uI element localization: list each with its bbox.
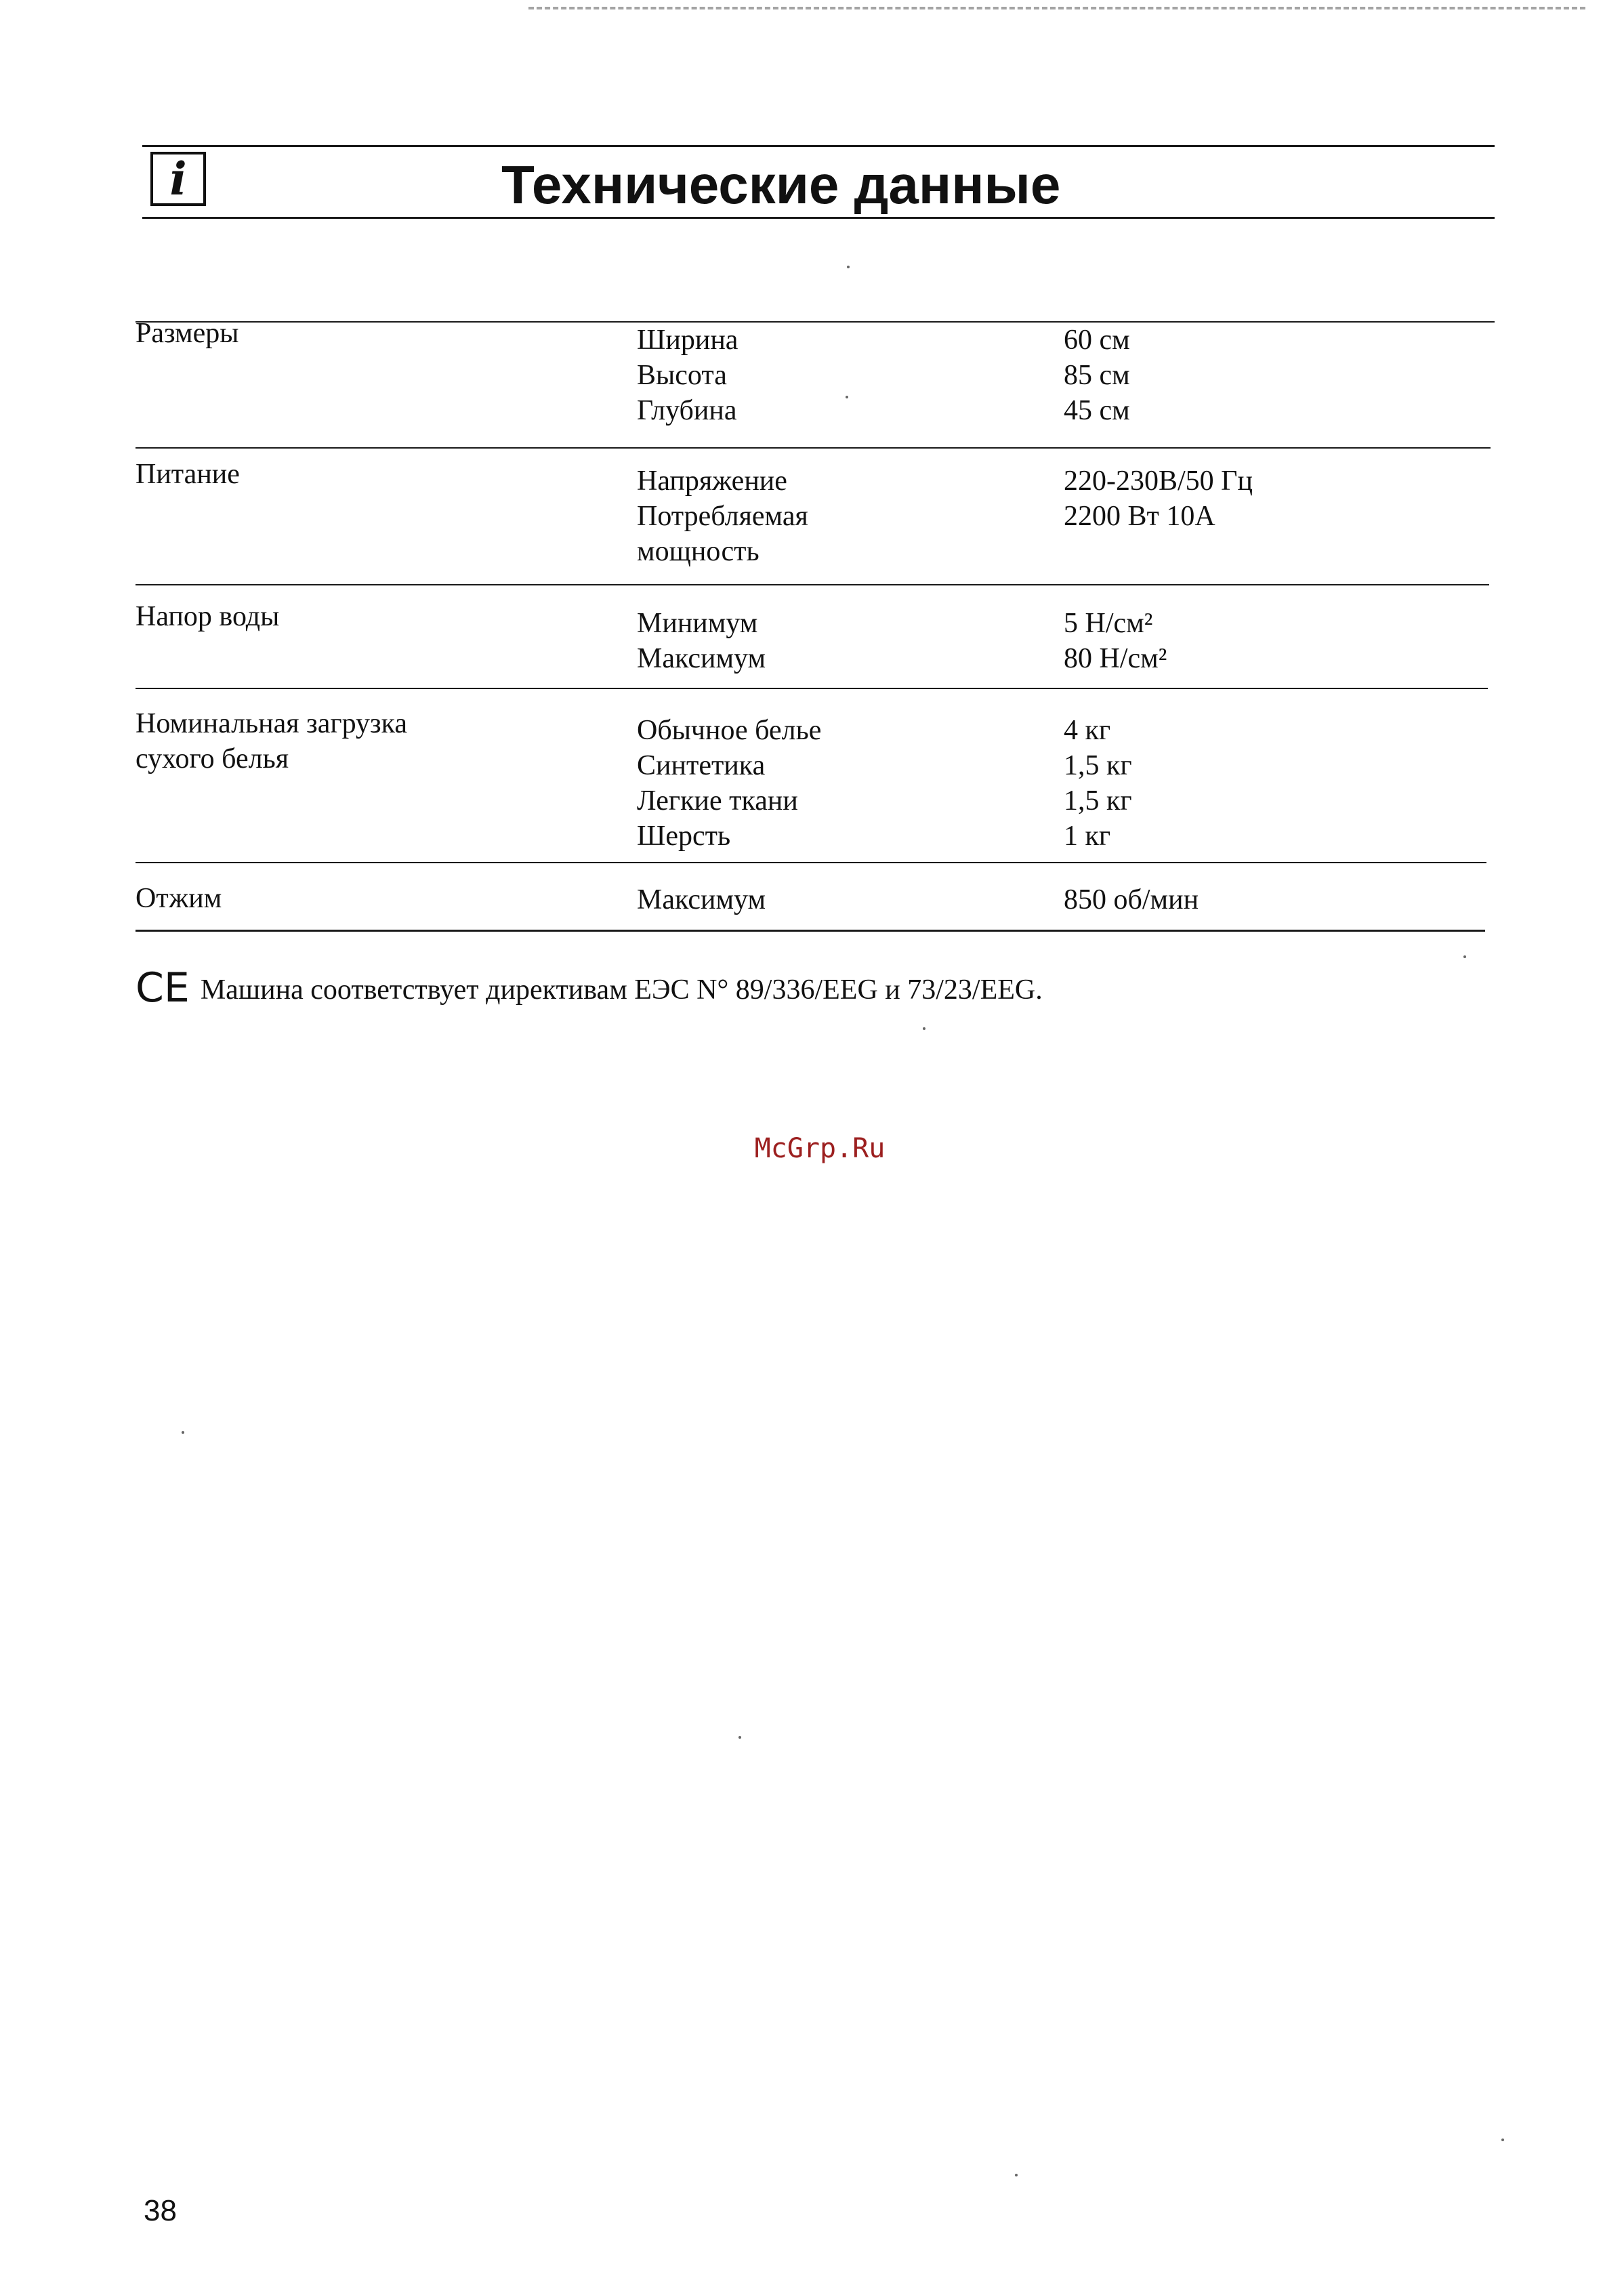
scan-speck	[923, 1027, 925, 1030]
spec-item-value: 80 Н/см²	[1064, 643, 1167, 674]
spec-item-value: 1 кг	[1064, 821, 1111, 852]
spec-item-value: 850 об/мин	[1064, 884, 1199, 915]
spec-item-value: 5 Н/см²	[1064, 608, 1153, 639]
spec-items	[637, 713, 1450, 854]
spec-item-value: 2200 Вт 10А	[1064, 501, 1215, 532]
spec-item-label: Обычное белье	[637, 715, 822, 746]
spec-item	[637, 819, 1450, 854]
ce-compliance-note	[136, 964, 1043, 1012]
scan-speck	[846, 396, 848, 398]
row-divider	[136, 447, 1491, 449]
spec-item	[637, 713, 1450, 748]
scan-artifact-line	[528, 7, 1585, 12]
info-icon-glyph: i	[169, 152, 187, 205]
row-divider	[136, 862, 1486, 863]
spec-item-value: 85 см	[1064, 360, 1130, 391]
spec-item	[637, 882, 1450, 917]
scan-speck	[182, 1431, 184, 1434]
page-title: Технические данные	[501, 154, 1061, 215]
watermark: McGrp.Ru	[754, 1133, 886, 1164]
header-bottom-rule	[142, 217, 1495, 219]
page-number: 38	[144, 2194, 177, 2227]
spec-item-label: Легкие ткани	[637, 785, 798, 817]
spec-item-value: 1,5 кг	[1064, 785, 1132, 817]
scan-speck	[738, 1736, 741, 1739]
spec-items	[637, 882, 1450, 917]
header-top-rule	[142, 145, 1495, 147]
spec-items	[637, 463, 1450, 569]
spec-item-value: 220-230В/50 Гц	[1064, 466, 1253, 497]
spec-item	[637, 323, 1450, 358]
scan-speck	[1015, 2174, 1018, 2176]
spec-item-value: 60 см	[1064, 325, 1130, 356]
spec-item	[637, 534, 1450, 569]
spec-item	[637, 499, 1450, 534]
spec-item	[637, 748, 1450, 783]
spec-item-label: Глубина	[637, 395, 737, 426]
section-label: Питание	[136, 459, 240, 490]
scan-speck	[1501, 2139, 1504, 2141]
scan-speck	[847, 266, 850, 268]
spec-item-label: Напряжение	[637, 466, 787, 497]
spec-item-label: Минимум	[637, 608, 758, 639]
ce-note-text: Машина соответствует директивам ЕЭС N° 89/336/EEG и 73/23/EEG.	[200, 974, 1043, 1006]
table-bottom-rule	[136, 930, 1485, 932]
spec-item	[637, 358, 1450, 393]
spec-item-value: 4 кг	[1064, 715, 1111, 746]
spec-item-label: Ширина	[637, 325, 738, 356]
section-label: Отжим	[136, 883, 222, 914]
spec-item-label: мощность	[637, 536, 759, 567]
spec-item-value: 45 см	[1064, 395, 1130, 426]
info-icon	[150, 152, 206, 206]
spec-item-label: Шерсть	[637, 821, 731, 852]
scan-speck	[1463, 955, 1466, 958]
spec-item-label: Максимум	[637, 643, 766, 674]
section-label: Номинальная загрузка сухого белья	[136, 708, 408, 774]
spec-item-label: Высота	[637, 360, 727, 391]
row-divider	[136, 584, 1489, 585]
spec-item-label: Максимум	[637, 884, 766, 915]
spec-item	[637, 783, 1450, 819]
spec-items	[637, 323, 1450, 428]
spec-item-value: 1,5 кг	[1064, 750, 1132, 781]
section-label: Размеры	[136, 318, 239, 349]
ce-mark-icon: CE	[136, 964, 190, 1012]
spec-item	[637, 463, 1450, 499]
row-divider	[136, 688, 1488, 689]
spec-item-label: Потребляемая	[637, 501, 808, 532]
spec-item-label: Синтетика	[637, 750, 766, 781]
spec-item	[637, 393, 1450, 428]
spec-item	[637, 641, 1450, 676]
spec-items	[637, 606, 1450, 676]
spec-item	[637, 606, 1450, 641]
section-label: Напор воды	[136, 601, 280, 632]
